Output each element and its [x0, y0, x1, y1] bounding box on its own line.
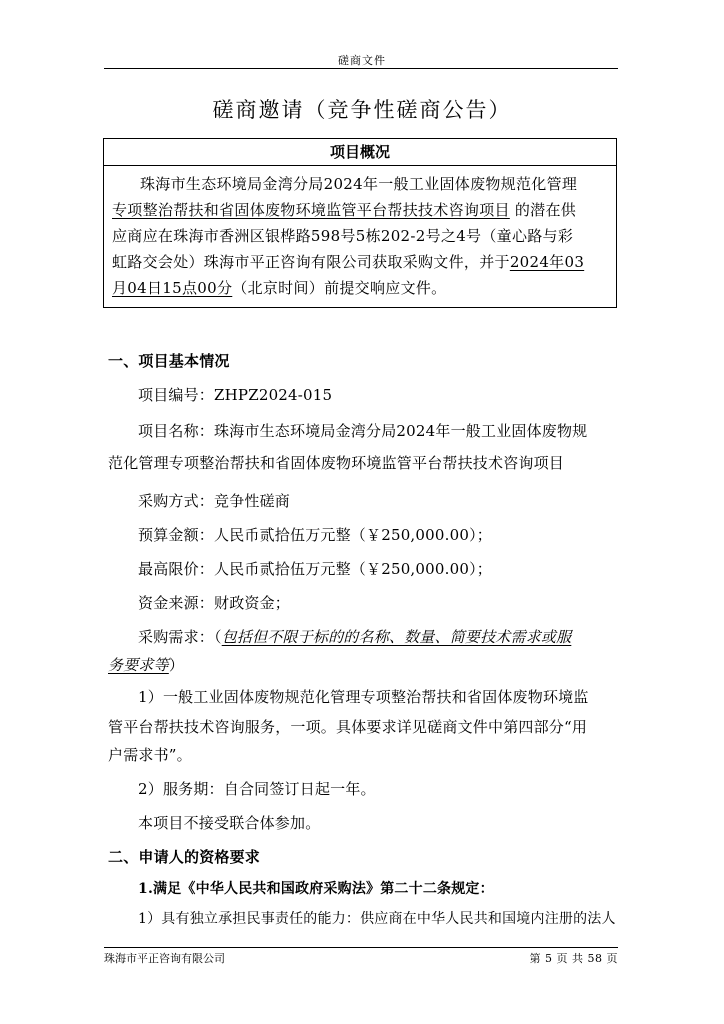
overview-heading: 项目概况 — [329, 143, 390, 161]
demand-close: ） — [168, 656, 185, 674]
project-overview-box — [103, 138, 617, 308]
max-price: 最高限价：人民币贰拾伍万元整（￥250,000.00）； — [138, 560, 492, 578]
footer-company: 珠海市平正咨询有限公司 — [104, 952, 225, 965]
item-1-line-1: 1）一般工业固体废物规范化管理专项整治帮扶和省固体废物环境监 — [138, 688, 589, 706]
overview-line-5 — [112, 275, 612, 301]
project-name-line-2: 范化管理专项整治帮扶和省固体废物环境监管平台帮扶技术咨询项目 — [108, 454, 565, 472]
overview-line-4-text: 虹路交会处）珠海市平正咨询有限公司获取采购文件，并于 — [112, 253, 510, 271]
running-header: 磋商文件 — [338, 54, 386, 67]
item-1-line-2: 管平台帮扶技术咨询服务，一项。具体要求详见磋商文件中第四部分“用 — [108, 718, 588, 736]
header-rule — [104, 68, 618, 69]
document-title: 磋商邀请（竞争性磋商公告） — [212, 98, 512, 122]
fund-source: 资金来源：财政资金； — [138, 594, 291, 612]
project-name-line-1: 项目名称：珠海市生态环境局金湾分局2024年一般工业固体废物规 — [138, 422, 588, 440]
overview-line-2 — [112, 197, 612, 223]
footer-page-number: 第 5 页 共 58 页 — [529, 952, 618, 965]
demand-italic-2: 务要求等 — [108, 656, 169, 674]
overview-line-2-rest: 的潜在供 — [509, 201, 577, 219]
budget-amount: 预算金额：人民币贰拾伍万元整（￥250,000.00）； — [138, 526, 492, 544]
item-2-service-period: 2）服务期：自合同签订日起一年。 — [138, 780, 376, 798]
footer-rule — [104, 947, 618, 948]
item-1-line-3: 户需求书”。 — [108, 746, 192, 764]
overview-deadline-part2: 月04日15点00分 — [112, 279, 233, 297]
requirement-1: 1）具有独立承担民事责任的能力：供应商在中华人民共和国境内注册的法人 — [138, 911, 616, 927]
overview-divider — [104, 165, 616, 166]
demand-label: 采购需求：（ — [138, 628, 222, 646]
project-number: 项目编号：ZHPZ2024-015 — [138, 386, 333, 404]
overview-deadline-part1: 2024年03 — [509, 253, 585, 271]
demand-line-2 — [108, 652, 620, 678]
demand-line-1 — [138, 624, 650, 650]
overview-line-5-rest: （北京时间）前提交响应文件。 — [232, 279, 447, 297]
no-consortium: 本项目不接受联合体参加。 — [138, 814, 321, 832]
overview-project-name: 专项整治帮扶和省固体废物环境监管平台帮扶技术咨询项目 — [112, 201, 510, 219]
procurement-method: 采购方式：竞争性磋商 — [138, 492, 291, 510]
section-1-heading: 一、项目基本情况 — [108, 352, 230, 370]
overview-line-1: 珠海市生态环境局金湾分局2024年一般工业固体废物规范化管理 — [140, 175, 578, 193]
overview-line-4 — [112, 249, 612, 275]
overview-line-3: 应商应在珠海市香洲区银桦路598号5栋202-2号之4号（童心路与彩 — [112, 227, 574, 245]
demand-italic-1: 包括但不限于标的的名称、数量、简要技术需求或服 — [221, 628, 572, 646]
section-2-sub-1: 1.满足《中华人民共和国政府采购法》第二十二条规定： — [138, 881, 494, 897]
section-2-heading: 二、申请人的资格要求 — [108, 848, 261, 866]
